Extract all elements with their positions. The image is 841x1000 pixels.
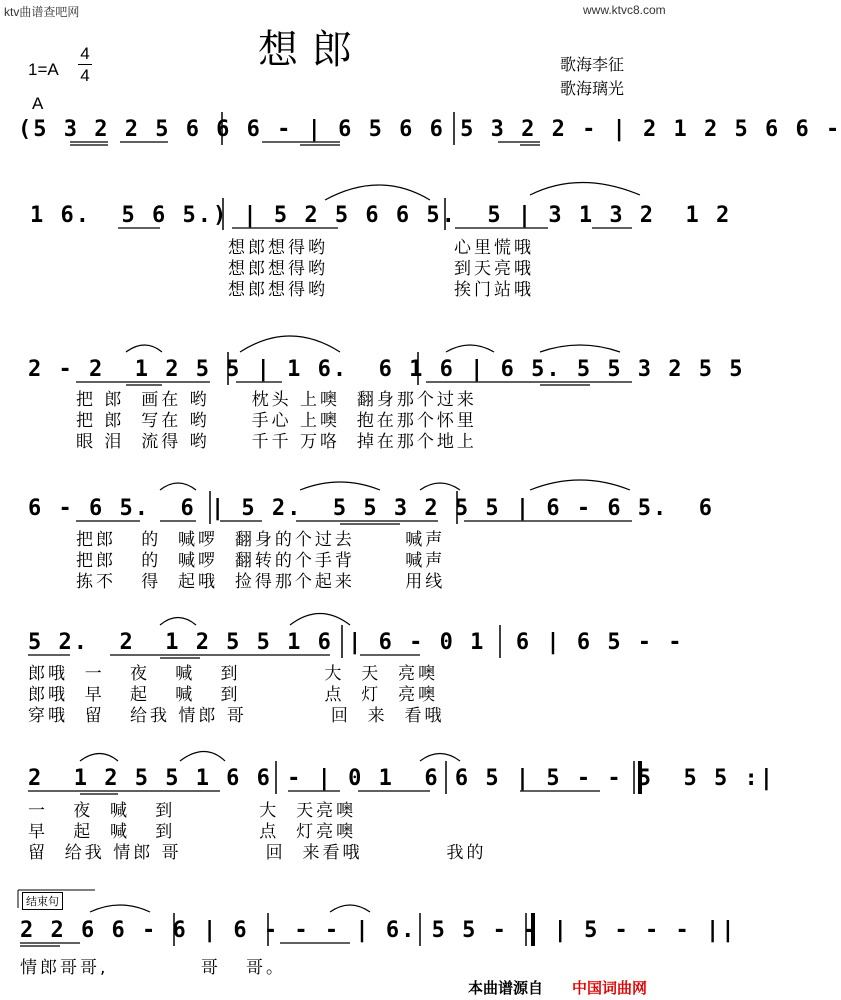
- footer-source: 本曲谱源自: [468, 979, 544, 997]
- watermark-right: www.ktvc8.com: [583, 3, 666, 17]
- lyric-6-3: 留 给我 情郎 哥 回 来看哦 我的: [28, 843, 487, 863]
- lyric-6-2: 早 起 喊 到 点 灯亮噢: [28, 822, 357, 842]
- footer-site: 中国词曲网: [572, 979, 648, 997]
- lyric-4-2: 把郎 的 喊啰 翻转的个手背 喊声: [76, 551, 446, 571]
- lyric-4-1: 把郎 的 喊啰 翻身的个过去 喊声: [76, 530, 446, 550]
- key-signature: 1=A: [28, 60, 59, 79]
- lyric-2-3: 想郎想得哟 挨门站哦: [228, 280, 535, 300]
- time-signature-bottom: 4: [80, 66, 90, 85]
- lyricist-credit: 歌海李征: [560, 55, 625, 74]
- lyric-3-1: 把 郎 画在 哟 枕头 上噢 翻身那个过来: [76, 390, 477, 410]
- song-title: 想郎: [258, 27, 366, 73]
- lyric-5-1: 郎哦 一 夜 喊 到 大 天 亮噢: [28, 664, 439, 684]
- lyric-2-2: 想郎想得哟 到天亮哦: [228, 259, 535, 279]
- bar-lines: [174, 112, 500, 946]
- lyric-7-1: 情郎哥哥, 哥 哥。: [20, 958, 287, 978]
- watermark-left: ktv曲谱查吧网: [4, 5, 80, 19]
- lyric-2-1: 想郎想得哟 心里慌哦: [228, 238, 535, 258]
- lyric-3-2: 把 郎 写在 哟 手心 上噢 抱在那个怀里: [76, 411, 477, 431]
- notation-line-7: 2 2 6 6 - 6 | 6 - - - | 6. 5 5 - - | 5 - - - ||: [20, 918, 737, 943]
- lyric-5-3: 穿哦 留 给我 情郎 哥 回 来 看哦: [28, 706, 445, 726]
- notation-line-4: 6 - 6 5. 6 | 5 2. 5 5 3 2 5 5 | 6 - 6 5. 6: [28, 496, 715, 521]
- lyric-4-3: 拣不 得 起哦 捡得那个起来 用线: [76, 572, 446, 592]
- notation-line-2: 1 6. 5 6 5.) | 5 2 5 6 6 5. 5 | 3 1 3 2 1 2: [30, 203, 732, 228]
- lyric-6-1: 一 夜 喊 到 大 天亮噢: [28, 801, 357, 821]
- ending-label: 结束句: [22, 892, 63, 910]
- beam-underlines: [20, 142, 632, 946]
- notation-line-6: 2 1 2 5 5 1 6 6 - | 0 1 6 6 5 | 5 - - 5 5 5 :|: [28, 766, 776, 791]
- ties-and-slurs: [80, 183, 640, 913]
- time-signature-top: 4: [80, 44, 90, 63]
- notation-line-1: (5 3 2 2 5 6 6 6 - | 6 5 6 6 5 3 2 2 - | 2 1 2 5 6 6 -: [18, 117, 841, 142]
- notation-line-3: 2 - 2 1 2 5 5 | 1 6. 6 1 6 | 6 5. 5 5 3 2 5 5: [28, 357, 745, 382]
- composer-credit: 歌海璃光: [560, 79, 625, 98]
- notation-line-5: 5 2. 2 1 2 5 5 1 6 | 6 - 0 1 6 | 6 5 - -: [28, 630, 684, 655]
- final-barlines: [526, 761, 640, 946]
- lyric-5-2: 郎哦 早 起 喊 到 点 灯 亮噢: [28, 685, 439, 705]
- lyric-3-3: 眼 泪 流得 哟 千千 万咯 掉在那个地上: [76, 432, 477, 452]
- section-marker: A: [32, 94, 44, 113]
